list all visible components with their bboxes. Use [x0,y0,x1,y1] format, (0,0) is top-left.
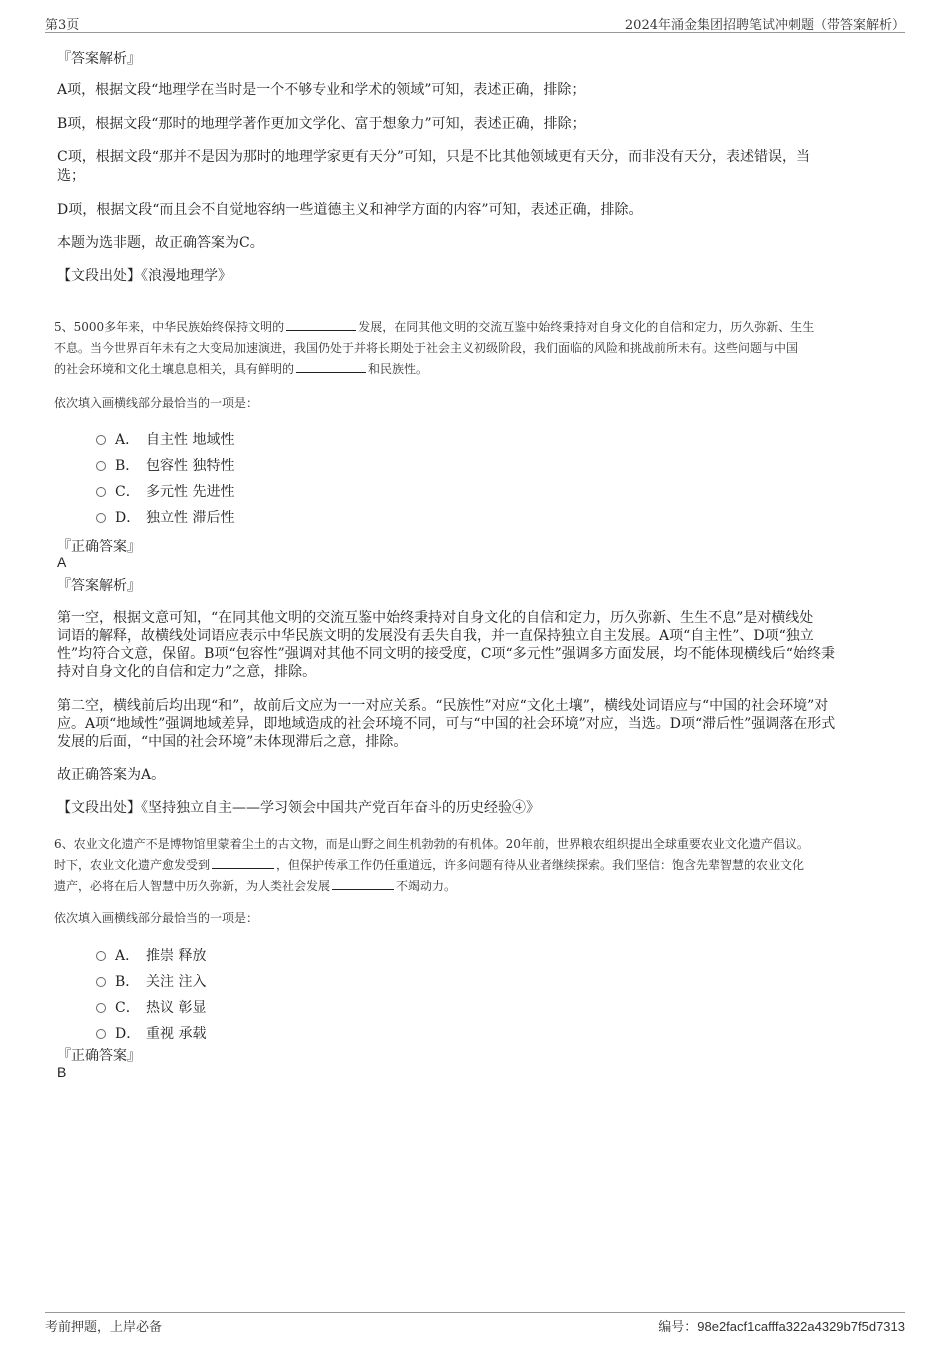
q5-blank-2 [296,360,366,373]
page-header [45,12,905,33]
document-id: 编号：98e2facf1cafffa322a4329b7f5d7313 [658,1319,905,1334]
q5-answer-label: 『正确答案』 [57,539,141,555]
prev-analysis-d: D项，根据文段“而且会不自觉地容纳一些道德主义和神学方面的内容”可知，表述正确，排除。 [57,202,643,218]
option-letter: C． [115,484,140,500]
radio-icon[interactable] [96,513,106,523]
q5-stem-line-2: 不息。当今世界百年未有之大变局加速演进，我国仍处于并将长期处于社会主义初级阶段，我们面临的风险和挑战前所未有。这些问题与中国 [54,341,799,355]
option-text: 关注 注入 [146,974,207,990]
prev-analysis-b: B项，根据文段“那时的地理学著作更加文学化、富于想象力”可知，表述正确，排除； [57,116,586,132]
radio-icon[interactable] [96,461,106,471]
q5-prompt: 依次填入画横线部分最恰当的一项是： [54,396,259,410]
option-text: 独立性 滞后性 [146,510,235,526]
prev-analysis-a: A项，根据文段“地理学在当时是一个不够专业和学术的领域”可知，表述正确，排除； [57,82,586,98]
q6-stem-text: 时下，农业文化遗产愈发受到 [54,858,211,872]
q6-stem-line-3 [54,876,456,897]
q5-analysis-p1-l2: 词语的解释，故横线处词语应表示中华民族文明的发展没有丢失自我，并一直保持独立自主发展。A项“自主性”、D项“独立 [57,628,814,644]
q6-stem-text: 遗产，必将在后人智慧中历久弥新，为人类社会发展 [54,879,331,893]
footer-slogan: 考前押题，上岸必备 [45,1320,163,1335]
q5-stem-text: 发展，在同其他文明的交流互鉴中始终秉持对自身文化的自信和定力，历久弥新、生生 [358,320,815,334]
prev-analysis-c: C项，根据文段“那并不是因为那时的地理学家更有天分”可知，只是不比其他领域更有天分，而非没有天分，表述错误，当 [57,149,811,165]
q5-analysis-p2-l2: 应。A项“地域性”强调地域差异，即地域造成的社会环境不同，可与“中国的社会环境”对应，当选。D项“滞后性”强调落在形式 [57,716,836,732]
q5-stem-text: 5、5000多年来，中华民族始终保持文明的 [54,320,285,334]
q6-stem-text: ，但保护传承工作仍任重道远，许多问题有待从业者继续探索。我们坚信：饱含先辈智慧的农业文化 [276,858,805,872]
option-letter: A． [115,948,140,964]
option-letter: B． [115,974,140,990]
q5-stem-text: 和民族性。 [368,362,429,376]
q6-answer: B [57,1064,67,1080]
page-number: 第3页 [45,18,80,33]
q5-conclusion: 故正确答案为A。 [57,767,166,783]
q5-analysis-p2-l1: 第二空，横线前后均出现“和”，故前后文应为一一对应关系。“民族性”对应“文化土壤”，横线处词语应与“中国的社会环境”对 [57,698,829,714]
option-letter: D． [115,1026,141,1042]
q6-blank-1 [212,856,274,869]
radio-icon[interactable] [96,1003,106,1013]
q5-analysis-p1-l3: 性”均符合文意，保留。B项“包容性”强调对其他不同文明的接受度，C项“多元性”强调多方面发展，均不能体现横线后“始终秉 [57,646,835,662]
option-text: 重视 承载 [146,1026,207,1042]
option-text: 自主性 地域性 [146,432,235,448]
prev-analysis-label: 『答案解析』 [57,51,141,67]
prev-conclusion: 本题为选非题，故正确答案为C。 [57,235,264,251]
radio-icon[interactable] [96,435,106,445]
q5-analysis-p1-l4: 持对自身文化的自信和定力”之意，排除。 [57,664,317,680]
q5-stem-line-3 [54,359,428,380]
q6-blank-2 [332,877,394,890]
option-letter: B． [115,458,140,474]
q5-blank-1 [286,318,356,331]
option-text: 包容性 独特性 [146,458,235,474]
option-text: 多元性 先进性 [146,484,235,500]
q5-analysis-p1-l1: 第一空，根据文意可知，“在同其他文明的交流互鉴中始终秉持对自身文化的自信和定力，历久弥新、生生不息”是对横线处 [57,610,814,626]
option-letter: D． [115,510,141,526]
q5-stem-line-1 [54,317,814,338]
option-letter: A． [115,432,140,448]
radio-icon[interactable] [96,951,106,961]
option-text: 热议 彰显 [146,1000,207,1016]
q6-stem-text: 不竭动力。 [396,879,457,893]
q5-analysis-p2-l3: 发展的后面，“中国的社会环境”未体现滞后之意，排除。 [57,734,408,750]
prev-analysis-c-cont: 选； [57,168,85,184]
radio-icon[interactable] [96,977,106,987]
option-letter: C． [115,1000,140,1016]
q5-analysis-label: 『答案解析』 [57,578,141,594]
q6-stem-line-2 [54,855,804,876]
q6-prompt: 依次填入画横线部分最恰当的一项是： [54,911,259,925]
option-text: 推崇 释放 [146,948,207,964]
document-title: 2024年涌金集团招聘笔试冲刺题（带答案解析） [624,18,905,33]
q5-source: 【文段出处】《坚持独立自主——学习领会中国共产党百年奋斗的历史经验④》 [57,800,540,816]
prev-source: 【文段出处】《浪漫地理学》 [57,268,232,284]
radio-icon[interactable] [96,487,106,497]
radio-icon[interactable] [96,1029,106,1039]
q6-answer-label: 『正确答案』 [57,1048,141,1064]
q5-stem-text: 的社会环境和文化土壤息息相关，具有鲜明的 [54,362,295,376]
page-footer [45,1312,905,1335]
q6-stem-line-1: 6、农业文化遗产不是博物馆里蒙着尘土的古文物，而是山野之间生机勃勃的有机体。20年前，世界粮农组织提出全球重要农业文化遗产倡议。 [54,837,809,851]
q5-answer: A [57,554,67,570]
